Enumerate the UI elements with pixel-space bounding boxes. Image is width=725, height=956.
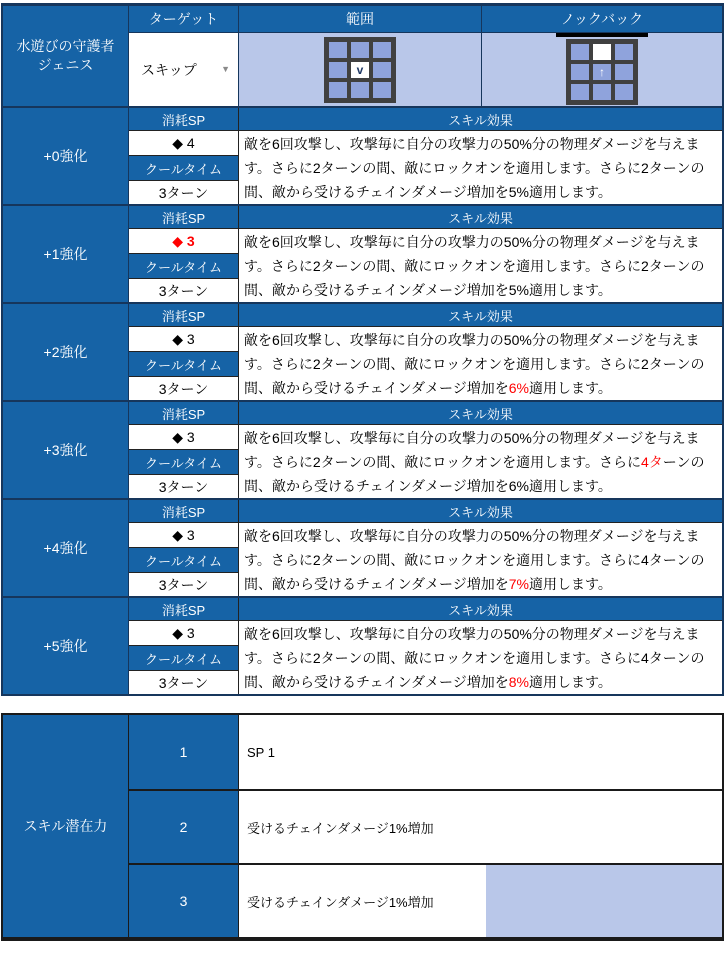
enhancement-effect-column [239,206,722,302]
cooldown-value: 3ターン [129,474,238,498]
potential-description-cell [239,791,722,863]
range-marker-cell: v [351,62,369,78]
enhancement-block [3,596,722,694]
cooldown-value: 3ターン [129,376,238,400]
table-gap [0,696,725,713]
enhancement-stats-column [129,402,239,498]
grid-cell [351,82,369,98]
enhancement-block [3,204,722,302]
potential-description: 受けるチェインダメージ1%増加 [247,894,434,910]
skill-header-row [129,6,722,33]
potential-row [129,863,722,937]
enhancement-level-label: +0強化 [3,108,129,204]
target-select-value: スキップ [141,61,197,78]
enhancement-effect-column [239,402,722,498]
sp-cost-value: ◆ 4 [129,130,238,156]
potential-level-number: 1 [129,715,239,789]
knockback-header: ノックバック [482,6,722,32]
skill-effect-text: 敵を6回攻撃し、攻撃毎に自分の攻撃力の50%分の物理ダメージを与えます。さらに2ターンの間、敵にロックオンを適用します。さらに2ターンの間、敵から受けるチェインダメージ増加を5%適用します。 [239,228,722,302]
cooldown-value: 3ターン [129,572,238,596]
enhancement-stats-column [129,206,239,302]
cooldown-header: クールタイム [129,352,238,376]
potential-description: SP 1 [247,744,275,760]
grid-cell [571,84,589,100]
skill-effect-header: スキル効果 [239,500,722,522]
potential-description-cell [239,865,722,937]
cooldown-value: 3ターン [129,278,238,302]
potential-description: 受けるチェインダメージ1%増加 [247,820,434,836]
range-cell [239,33,482,106]
grid-cell [615,44,633,60]
sp-cost-value: ◆ 3 [129,620,238,646]
skill-effect-header: スキル効果 [239,206,722,228]
sp-cost-value: ◆ 3 [129,522,238,548]
character-name-line2: ジェニス [37,57,94,73]
knockback-cell [482,33,722,106]
enhancement-stats-column [129,500,239,596]
enhancement-effect-column [239,304,722,400]
enhancement-block [3,400,722,498]
target-select[interactable] [129,33,239,106]
enhancement-block [3,302,722,400]
enhancement-stats-column [129,598,239,694]
cooldown-header: クールタイム [129,450,238,474]
sp-cost-value: ◆ 3 [129,326,238,352]
potential-description-cell [239,715,722,789]
character-name-line1: 水遊びの守護者 [16,38,115,54]
enhancement-effect-column [239,500,722,596]
grid-cell [373,42,391,58]
dropdown-caret-icon: ▼ [221,64,230,74]
enhancement-block [3,106,722,204]
cooldown-value: 3ターン [129,670,238,694]
character-name [3,6,129,106]
skill-effect-text: 敵を6回攻撃し、攻撃毎に自分の攻撃力の50%分の物理ダメージを与えます。さらに2ターンの間、敵にロックオンを適用します。さらに4ターンの間、敵から受けるチェインダメージ増加を8%適用します。 [239,620,722,694]
sp-cost-value: ◆ 3 [129,228,238,254]
grid-cell [329,82,347,98]
skill-header-content [129,33,722,106]
enhancement-block [3,498,722,596]
skill-effect-text: 敵を6回攻撃し、攻撃毎に自分の攻撃力の50%分の物理ダメージを与えます。さらに2ターンの間、敵にロックオンを適用します。さらに4ターンの間、敵から受けるチェインダメージ増加を6%適用します。 [239,424,722,498]
cooldown-header: クールタイム [129,156,238,180]
skill-header-right [129,6,722,106]
cooldown-header: クールタイム [129,548,238,572]
target-header: ターゲット [129,6,239,32]
grid-cell [571,44,589,60]
cooldown-header: クールタイム [129,646,238,670]
enhancement-effect-column [239,598,722,694]
cooldown-value: 3ターン [129,180,238,204]
enhancement-level-label: +1強化 [3,206,129,302]
grid-cell [593,84,611,100]
enhancement-level-label: +3強化 [3,402,129,498]
sp-cost-header: 消耗SP [129,500,238,522]
range-header: 範囲 [239,6,482,32]
skill-header-section [3,6,722,106]
cooldown-header: クールタイム [129,254,238,278]
sp-cost-header: 消耗SP [129,402,238,424]
skill-table [1,3,724,696]
enhancement-level-label: +5強化 [3,598,129,694]
enhancement-effect-column [239,108,722,204]
potential-row [129,789,722,863]
grid-cell [329,62,347,78]
skill-effect-header: スキル効果 [239,402,722,424]
skill-detail-page [0,3,725,941]
sp-cost-header: 消耗SP [129,304,238,326]
range-grid [324,37,396,103]
grid-cell [373,82,391,98]
skill-effect-text: 敵を6回攻撃し、攻撃毎に自分の攻撃力の50%分の物理ダメージを与えます。さらに2ターンの間、敵にロックオンを適用します。さらに4ターンの間、敵から受けるチェインダメージ増加を7%適用します。 [239,522,722,596]
potential-title: スキル潜在力 [3,715,129,937]
enhancement-list [3,106,722,694]
grid-cell [571,64,589,80]
potential-highlight-block [486,865,722,937]
skill-effect-header: スキル効果 [239,304,722,326]
skill-effect-text: 敵を6回攻撃し、攻撃毎に自分の攻撃力の50%分の物理ダメージを与えます。さらに2ターンの間、敵にロックオンを適用します。さらに2ターンの間、敵から受けるチェインダメージ増加を5%適用します。 [239,130,722,204]
skill-effect-header: スキル効果 [239,108,722,130]
enhancement-level-label: +2強化 [3,304,129,400]
skill-effect-text: 敵を6回攻撃し、攻撃毎に自分の攻撃力の50%分の物理ダメージを与えます。さらに2ターンの間、敵にロックオンを適用します。さらに2ターンの間、敵から受けるチェインダメージ増加を6%適用します。 [239,326,722,400]
grid-cell [373,62,391,78]
knockback-bar [556,33,648,37]
enhancement-stats-column [129,304,239,400]
sp-cost-header: 消耗SP [129,108,238,130]
sp-cost-value: ◆ 3 [129,424,238,450]
potential-rows [129,715,722,937]
sp-cost-header: 消耗SP [129,598,238,620]
knockback-grid [566,39,638,105]
knockback-arrow-icon: ↑ [593,64,611,80]
grid-cell [615,64,633,80]
grid-cell [329,42,347,58]
skill-potential-table [1,713,724,941]
enhancement-stats-column [129,108,239,204]
potential-level-number: 2 [129,791,239,863]
grid-cell [351,42,369,58]
grid-cell [615,84,633,100]
potential-row [129,715,722,789]
grid-white-cell [593,44,611,60]
skill-effect-header: スキル効果 [239,598,722,620]
enhancement-level-label: +4強化 [3,500,129,596]
sp-cost-header: 消耗SP [129,206,238,228]
potential-level-number: 3 [129,865,239,937]
